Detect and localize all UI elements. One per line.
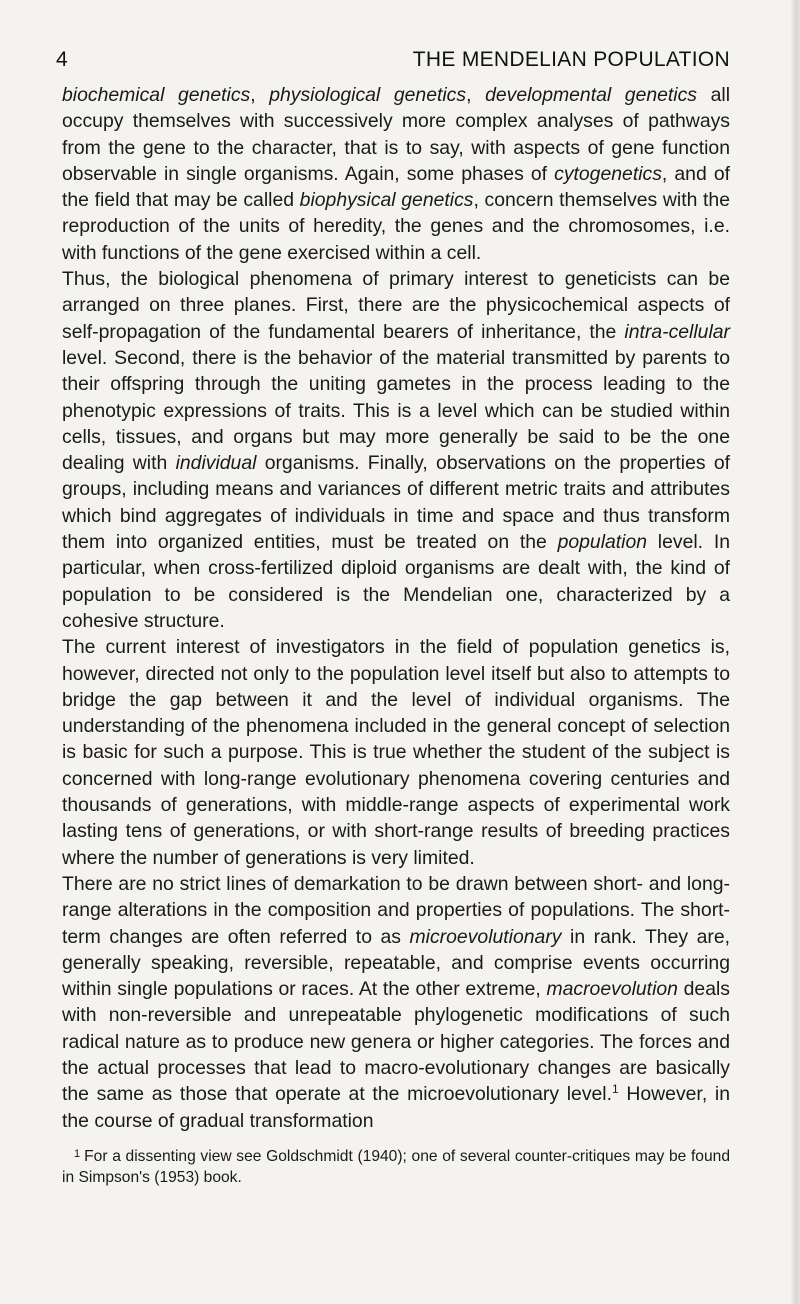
body-text — [62, 82, 730, 1134]
emphasis: individual — [175, 452, 257, 475]
page-edge — [790, 0, 800, 1304]
emphasis: physiological genetics — [269, 84, 467, 106]
paragraph-1: biochemical genetics, physiological genetics, developmental genetics all occupy themselves with successively more complex analyses of pathways from the gene to the character, that is to say, with aspects of gene function observable in single organisms. Again, some phases of cytogenetics, and of the field that may be called biophysical genetics, concern themselves with the reproduction of the units of heredity, the genes and the chromosomes, i.e. with functions of the gene exercised within a cell. — [62, 84, 731, 264]
emphasis: cytogenetics — [554, 162, 662, 185]
footnote-reference[interactable]: 1 — [612, 1082, 619, 1097]
emphasis: biophysical genetics — [299, 189, 474, 212]
paragraph-3: The current interest of investigators in the field of population genetics is, however, directed not only to the population level itself but also to attempts to bridge the gap between it and the level of individual organisms. The understanding of the phenomena included in the general concept of selection is basic for such a purpose. This is true whether the student of the subject is concerned with long-range evolutionary phenomena covering centuries and thousands of generations, with middle-range aspects of experimental work lasting tens of generations, or with short-range results of breeding practices where the number of generations is very limited. — [62, 636, 730, 869]
paragraph-2: Thus, the biological phenomena of primary interest to geneticists can be arranged on three planes. First, there are the physicochemical aspects of self-propagation of the fundamental bearers of inheritance, the intra-cellular level. Second, there is the behavior of the material transmitted by parents to their offspring through the uniting gametes in the process leading to the phenotypic expressions of traits. This is a level which can be studied within cells, tissues, and organs but may more generally be said to be the one dealing with individual organisms. Finally, observations on the properties of groups, including means and variances of different metric traits and attributes which bind aggregates of individuals in time and space and thus transform them into organized entities, must be treated on the population level. In particular, when cross-fertilized diploid organisms are dealt with, the kind of population to be considered is the Mendelian one, characterized by a cohesive structure. — [62, 268, 730, 632]
page-number: 4 — [56, 48, 68, 71]
running-title: THE MENDELIAN POPULATION — [412, 48, 730, 71]
running-head — [56, 48, 730, 78]
emphasis: macroevolution — [546, 978, 678, 1001]
emphasis: population — [557, 531, 648, 554]
footnote-marker: 1 — [74, 1148, 81, 1160]
footnote — [62, 1147, 730, 1188]
emphasis: biochemical genetics — [62, 84, 251, 106]
emphasis: microevolutionary — [409, 925, 562, 948]
footnote-text: $^1$ For a dissenting view see Goldschmidt (1940); one of several counter-critiques may be found in Simpson's (1953) book. — [62, 1148, 730, 1186]
paragraph-4: There are no strict lines of demarkation to be drawn between short- and long-range alterations in the composition and properties of populations. The short-term changes are often referred to as microevolutionary in rank. They are, generally speaking, reversible, repeatable, and comprise events occurring within single populations or races. At the other extreme, macroevolution deals with non-reversible and unrepeatable phylogenetic modifications of such radical nature as to produce new genera or higher categories. The forces and the actual processes that lead to macro-evolutionary changes are basically the same as those that operate at the microevolutionary level.$^1$ However, in the course of gradual transformation — [62, 872, 730, 1132]
emphasis: intra-cellular — [624, 320, 730, 343]
emphasis: developmental genetics — [485, 84, 698, 106]
